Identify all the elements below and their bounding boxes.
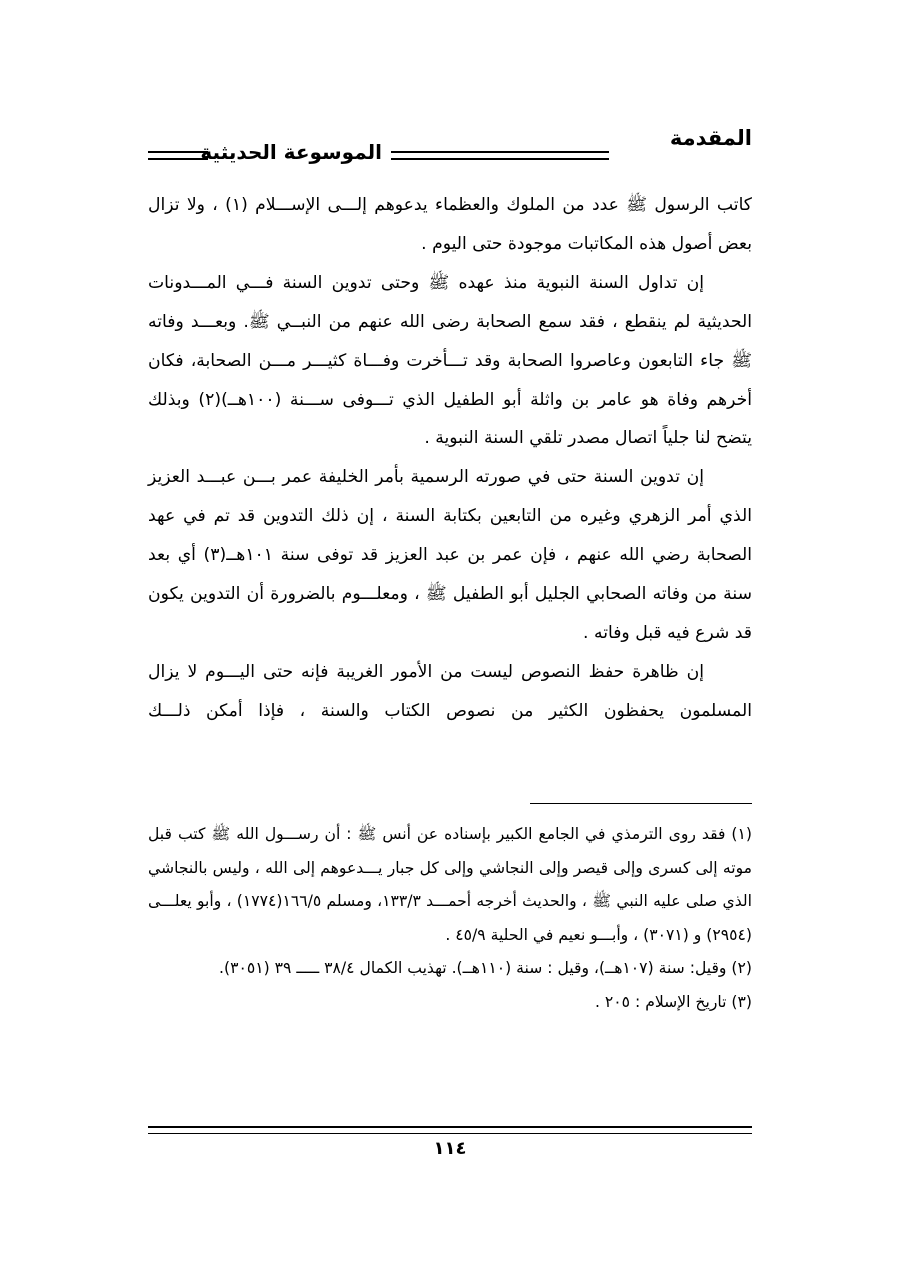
footer-rule bbox=[148, 1126, 752, 1128]
paragraph: إن تداول السنة النبوية منذ عهده ﷺ وحتى تدوين السنة فـــي المـــدونات الحديثية لم ينقطع ، فقد سمع الصحابة رضى الله عنهم من النبــي ﷺ. وبعـــد وفاته ﷺ جاء التابعون وعاصروا الصحابة وقد تـــأخرت وفـــاة كثيـــر مـــن الصحابة، فكان أخرهم وفاة هو عامر بن واثلة أبو الطفيل الذي تـــوفى ســـنة (١٠٠هــ)(٢) وبذلك يتضح لنا جلياً اتصال مصدر تلقي السنة النبوية . bbox=[148, 272, 752, 449]
footnote-text: فقد روى الترمذي في الجامع الكبير بإسناده عن أنس ﷺ : أن رســـول الله ﷺ كتب قبل موته إلى كسرى وإلى قيصر وإلى النجاشي وإلى كل جبار يـــدعوهم إلى الله ، وليس بالنجاشي الذي صلى عليه النبي ﷺ ، والحديث أخرجه أحمـــد ١٣٣/٣، ومسلم ١٦٦/٥(١٧٧٤) ، وأبو يعلـــى (٢٩٥٤) و (٣٠٧١) ، وأبـــو نعيم في الحلية ٤٥/٩ . bbox=[148, 825, 752, 944]
book-title: الموسوعة الحديثية bbox=[200, 140, 382, 164]
paragraph: كاتب الرسول ﷺ عدد من الملوك والعظماء يدعوهم إلـــى الإســـلام (١) ، ولا تزال بعض أصول هذه المكاتبات موجودة حتى اليوم . bbox=[148, 195, 752, 254]
header-rule bbox=[391, 158, 609, 160]
footnote-text: وقيل: سنة (١٠٧هــ)، وقيل : سنة (١١٠هــ). تهذيب الكمال ٣٨/٤ ـــــ ٣٩ (٣٠٥١). bbox=[219, 959, 727, 977]
header-rule bbox=[391, 151, 609, 153]
footnote-label: (٣) bbox=[731, 992, 752, 1011]
running-header bbox=[148, 118, 752, 166]
footnote-separator bbox=[530, 803, 752, 804]
paragraph: إن ظاهرة حفظ النصوص ليست من الأمور الغريبة فإنه حتى اليـــوم لا يزال المسلمون يحفظون الكثير من نصوص الكتاب والسنة ، فإذا أمكن ذلـــك bbox=[148, 661, 752, 721]
footnote-label: (٢) bbox=[731, 959, 752, 977]
footnote bbox=[148, 986, 752, 1020]
footnote-text: تاريخ الإسلام : ٢٠٥ . bbox=[594, 992, 727, 1011]
footnote bbox=[148, 818, 752, 952]
paragraph: إن تدوين السنة حتى في صورته الرسمية بأمر الخليفة عمر بـــن عبـــد العزيز الذي أمر الزهري وغيره من التابعين بكتابة السنة ، إن ذلك التدوين قد تم في عهد الصحابة رضي الله عنهم ، فإن عمر بن عبد العزيز قد توفى سنة ١٠١هــ(٣) أي بعد سنة من وفاته الصحابي الجليل أبو الطفيل ﷺ ، ومعلـــوم بالضرورة أن التدوين يكون قد شرع فيه قبل وفاته . bbox=[148, 467, 752, 643]
footer-rule bbox=[148, 1133, 752, 1134]
footnotes bbox=[148, 818, 752, 1019]
footnote bbox=[148, 952, 752, 986]
header-rule bbox=[148, 158, 208, 160]
footnote-label: (١) bbox=[731, 825, 752, 843]
section-title: المقدمة bbox=[669, 126, 752, 150]
header-rule bbox=[148, 151, 208, 153]
main-text bbox=[148, 186, 752, 731]
page-number: ١١٤ bbox=[433, 1138, 467, 1159]
